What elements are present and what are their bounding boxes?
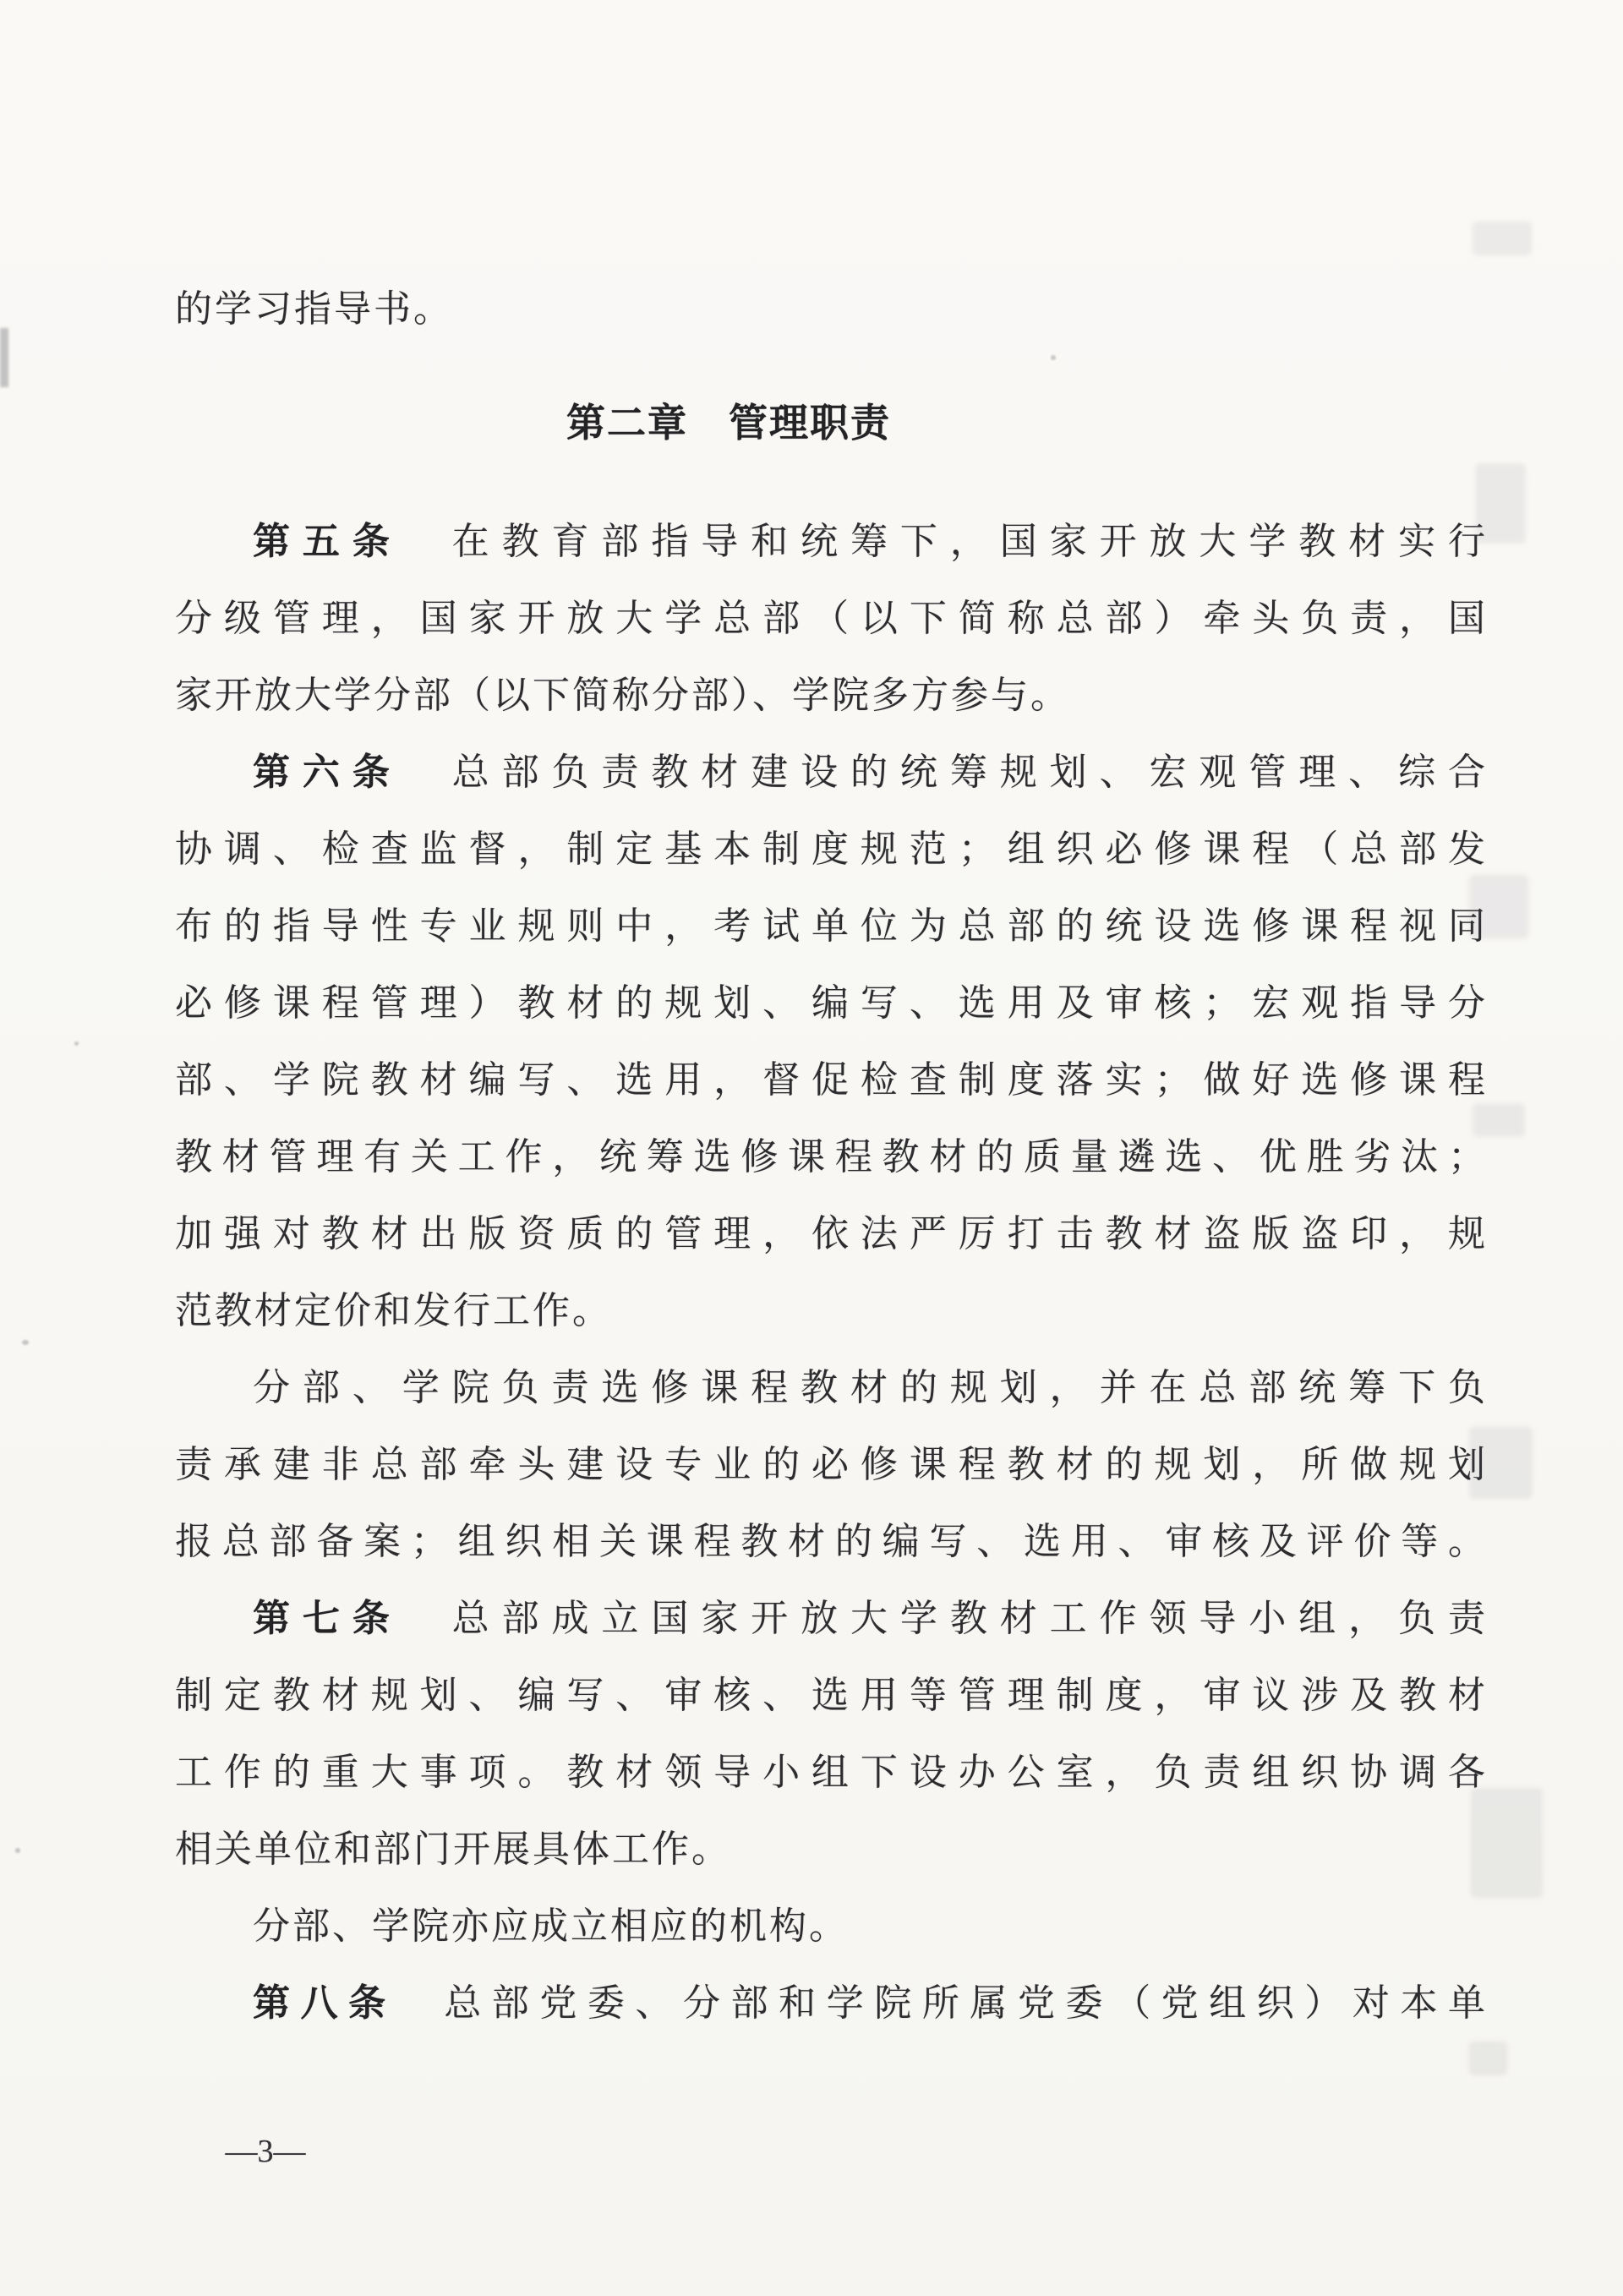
body-line (175, 580, 1485, 657)
body-line (175, 1195, 1485, 1272)
body-line (175, 1426, 1485, 1503)
body-line (175, 888, 1485, 965)
intro-line: 的学习指导书。 (175, 288, 453, 330)
chapter-heading: 第二章 管理职责 (566, 401, 891, 445)
line-text: 分部、学院负责选修课程教材的规划，并在总部统筹下负 (253, 1367, 1485, 1408)
line-text: 协调、检查监督，制定基本制度规范；组织必修课程（总部发 (175, 828, 1485, 870)
body-line (175, 657, 1485, 734)
line-text: 总部成立国家开放大学教材工作领导小组，负责 (402, 1598, 1485, 1639)
scan-artifact (1471, 1788, 1543, 1898)
body-line (175, 1349, 1485, 1426)
line-text: 家开放大学分部（以下简称分部）、学院多方参与。 (175, 675, 1070, 716)
body-line (175, 1118, 1485, 1195)
scan-speck (1051, 355, 1056, 360)
article-number: 第八条 (253, 1982, 396, 2024)
line-text: 在教育部指导和统筹下，国家开放大学教材实行 (402, 521, 1485, 562)
scan-artifact (1469, 875, 1528, 938)
line-text: 总部负责教材建设的统筹规划、宏观管理、综合 (402, 752, 1485, 793)
scan-artifact (1475, 463, 1526, 544)
body-line (175, 1657, 1485, 1734)
line-text: 分级管理，国家开放大学总部（以下简称总部）牵头负责，国 (175, 598, 1485, 639)
scan-artifact (1469, 2042, 1507, 2075)
article-number: 第七条 (253, 1598, 402, 1639)
body-line (175, 1734, 1485, 1811)
body-line (175, 965, 1485, 1041)
body-line (175, 503, 1485, 580)
line-text: 教材管理有关工作，统筹选修课程教材的质量遴选、优胜劣汰； (175, 1136, 1485, 1178)
body-line (175, 1580, 1485, 1657)
scan-artifact (1469, 1427, 1533, 1499)
line-text: 工作的重大事项。教材领导小组下设办公室，负责组织协调各 (175, 1752, 1485, 1793)
line-text: 部、学院教材编写、选用，督促检查制度落实；做好选修课程 (175, 1059, 1485, 1101)
body-text (175, 503, 1485, 2042)
line-text: 范教材定价和发行工作。 (175, 1290, 612, 1331)
line-text: 报总部备案；组织相关课程教材的编写、选用、审核及评价等。 (175, 1521, 1485, 1562)
body-line (175, 1811, 1485, 1888)
body-line (175, 1888, 1485, 1965)
article-number: 第六条 (253, 752, 402, 793)
body-line (175, 1272, 1485, 1349)
scan-speck (15, 1848, 20, 1853)
line-text: 总部党委、分部和学院所属党委（党组织）对本单 (396, 1982, 1486, 2024)
line-text: 制定教材规划、编写、审核、选用等管理制度，审议涉及教材 (175, 1675, 1485, 1716)
page-number: —3— (225, 2134, 306, 2169)
body-line (175, 734, 1485, 811)
line-text: 布的指导性专业规则中，考试单位为总部的统设选修课程视同 (175, 905, 1485, 947)
line-text: 分部、学院亦应成立相应的机构。 (253, 1905, 849, 1947)
body-line (175, 1041, 1485, 1118)
body-line (175, 1503, 1485, 1580)
scan-edge-mark (0, 328, 8, 387)
scan-artifact (1473, 1103, 1525, 1137)
article-number: 第五条 (253, 521, 402, 562)
body-line (175, 1965, 1485, 2042)
line-text: 加强对教材出版资质的管理，依法严厉打击教材盗版盗印，规 (175, 1213, 1485, 1255)
scan-artifact (1473, 221, 1532, 255)
scan-speck (74, 1041, 79, 1046)
line-text: 责承建非总部牵头建设专业的必修课程教材的规划，所做规划 (175, 1444, 1485, 1485)
scan-speck (22, 1340, 29, 1345)
body-line (175, 811, 1485, 888)
line-text: 必修课程管理）教材的规划、编写、选用及审核；宏观指导分 (175, 982, 1485, 1024)
line-text: 相关单位和部门开展具体工作。 (175, 1829, 731, 1870)
